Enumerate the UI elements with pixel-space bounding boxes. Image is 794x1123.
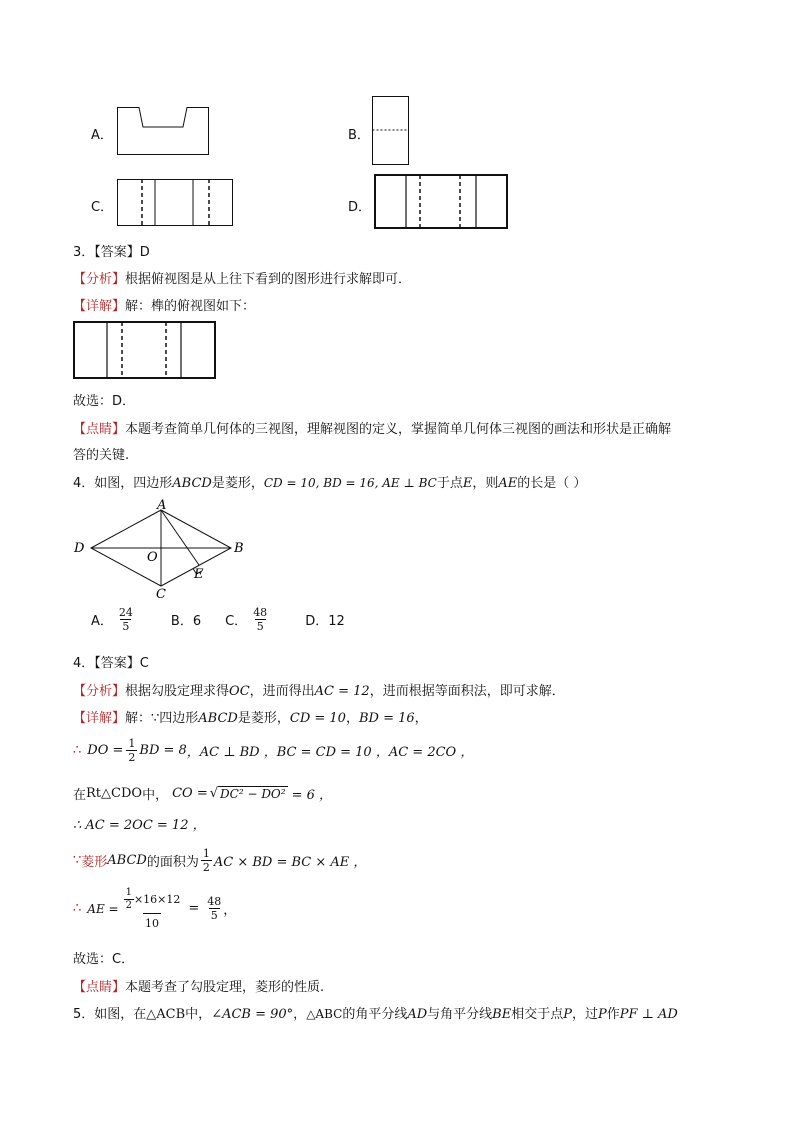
q5-b: 中，: [185, 1007, 212, 1022]
q5-f: 相交于点: [511, 1007, 564, 1022]
q3-answer: 3．【答案】D: [73, 245, 150, 260]
q4-line-do: [73, 738, 473, 763]
q5-triangle: △ACB: [146, 1007, 186, 1022]
analysis-ac: AC = 12: [314, 684, 370, 699]
q5-angle: ∠ACB = 90°: [211, 1007, 294, 1022]
q4-mid: 是菱形，: [211, 476, 264, 491]
option-a: A．: [91, 614, 113, 629]
q4-point-e: E: [462, 476, 473, 491]
q5-p2: P: [597, 1007, 607, 1022]
sqrt-radicand: DC² − DO²: [220, 787, 286, 801]
area-half-den: 2: [202, 861, 210, 874]
q5-g: ，过: [571, 1007, 598, 1022]
q4-detail: [73, 707, 428, 726]
area-abcd: ABCD: [107, 853, 147, 868]
ae-equals: =: [188, 901, 200, 916]
q4-end: 的长是（ ）: [517, 476, 587, 491]
q5-p: P: [563, 1007, 572, 1022]
q5-be: BE: [492, 1007, 512, 1022]
detail-cd: CD = 10: [289, 711, 346, 726]
ae-big-numerator: [122, 888, 183, 913]
therefore-symbol: ∴: [73, 743, 82, 758]
q5-pf: PF ⊥ AD: [619, 1007, 678, 1022]
comment-text: 本题考查简单几何体的三视图，理解视图的定义，掌握简单几何体三视图的画法和形状是正确解: [125, 422, 672, 437]
q4-choice: 故选：C．: [73, 952, 135, 967]
q5-ad: AD: [407, 1007, 428, 1022]
option-c-figure: [117, 179, 233, 226]
half-fraction: [126, 738, 137, 763]
line2-a: 在: [73, 788, 87, 803]
analysis-b: ，进而得出: [249, 684, 315, 699]
q4-line-ae: [73, 888, 236, 929]
q4-line-area: [73, 848, 366, 873]
half-num: 1: [128, 737, 136, 750]
option-a-num: 24: [118, 606, 133, 619]
detail-tag: 【详解】: [73, 711, 126, 726]
ae-inner-fraction: [124, 888, 134, 911]
comment-tag: 【点睛】: [73, 980, 126, 995]
option-b: B．6: [170, 614, 202, 629]
q5-stem: [73, 1003, 678, 1022]
ae-big-den: 10: [143, 913, 161, 929]
area-text: 的面积为: [146, 855, 199, 870]
q4-mid3: ，则: [472, 476, 499, 491]
q5-e: 与角平分线: [427, 1007, 493, 1022]
q5-triangle2: △ABC: [306, 1007, 343, 1021]
q4-ae: AE: [498, 476, 518, 491]
detail-end: ，: [414, 711, 428, 726]
label-o: O: [147, 550, 158, 565]
detail-text: 解：榫的俯视图如下：: [125, 299, 256, 314]
option-c-label: C．: [91, 200, 114, 215]
ae-inner-den: 2: [125, 900, 132, 911]
option-d-figure: [374, 174, 508, 229]
option-c-fraction: [251, 607, 269, 632]
option-c-num: 48: [253, 606, 268, 619]
option-a-den: 5: [122, 620, 130, 633]
q4-prefix: 4．如图，四边形: [73, 476, 173, 491]
detail-a: 解：∵四边形: [125, 711, 199, 726]
q4-rhombus-figure: [70, 500, 250, 600]
analysis-tag: 【分析】: [73, 684, 126, 699]
q4-stem: [73, 472, 586, 491]
q5-h: 作: [606, 1007, 620, 1022]
ac-eq: ∴ AC = 2OC = 12 ，: [73, 818, 206, 833]
label-a: A: [157, 498, 167, 513]
q5-d: 的角平分线: [342, 1007, 408, 1022]
area-red-word: 菱形: [81, 855, 108, 870]
line1-rest: ，AC ⊥ BD ，BC = CD = 10 ，AC = 2CO ，: [186, 745, 474, 760]
q3-analysis: [73, 268, 411, 287]
option-d-label: D．: [348, 200, 372, 215]
detail-bd: BD = 16: [358, 711, 415, 726]
analysis-oc: OC: [229, 684, 250, 699]
q4-mid2: 于点: [436, 476, 463, 491]
ae-big-fraction: [122, 888, 183, 929]
analysis-tag: 【分析】: [73, 272, 126, 287]
option-b-label: B．: [348, 128, 370, 143]
label-c: C: [156, 587, 166, 602]
therefore-symbol-2: ∴: [73, 901, 82, 916]
area-half-fraction: [201, 848, 212, 873]
ae-inner-num: 1: [125, 887, 132, 898]
option-d: D．12: [305, 614, 345, 629]
q5-prefix: 5．如图，在: [73, 1007, 147, 1022]
because-symbol: ∵: [73, 853, 82, 868]
ae-eq: AE =: [87, 901, 119, 916]
option-c-den: 5: [256, 620, 264, 633]
comment-text: 本题考查了勾股定理，菱形的性质.: [125, 980, 325, 995]
comment-tag: 【点睛】: [73, 422, 126, 437]
q3-comment: [73, 418, 671, 437]
q5-c: ，: [293, 1007, 307, 1022]
analysis-c: ，进而根据等面积法，即可求解．: [369, 684, 565, 699]
analysis-a: 根据勾股定理求得: [125, 684, 230, 699]
option-b-figure: [372, 96, 409, 165]
analysis-text: 根据俯视图是从上往下看到的图形进行求解即可．: [125, 272, 412, 287]
option-c: C．: [225, 614, 248, 629]
sqrt-sign-icon: √: [209, 786, 219, 801]
ae-top-rest: ×16×12: [133, 893, 181, 906]
q4-analysis: [73, 680, 565, 699]
q4-answer: 4．【答案】C: [73, 656, 149, 671]
q4-conditions: CD = 10, BD = 16, AE ⊥ BC: [263, 476, 437, 490]
co-value: = 6 ，: [291, 788, 333, 803]
q3-solution-figure: [73, 321, 216, 379]
q4-options: [91, 607, 345, 632]
label-b: B: [234, 541, 244, 556]
ae-end: ，: [223, 903, 237, 918]
ae-result-num: 48: [207, 895, 222, 908]
line2-b: 中，: [142, 788, 169, 803]
bd-eq: BD = 8: [139, 743, 187, 758]
q4-line-ac: [73, 814, 206, 833]
q4-comment: [73, 976, 324, 995]
q3-detail: [73, 295, 255, 314]
option-a-figure: [117, 107, 209, 155]
ae-result-den: 5: [210, 909, 218, 922]
detail-sep: ，: [345, 711, 359, 726]
detail-b: 是菱形，: [237, 711, 290, 726]
detail-tag: 【详解】: [73, 299, 126, 314]
q3-comment-line2: 答的关键.: [73, 448, 130, 463]
q3-choice: 故选：D．: [73, 394, 136, 409]
label-d: D: [74, 541, 85, 556]
option-a-label: A．: [91, 128, 113, 143]
ae-result-fraction: [205, 896, 223, 921]
q4-abcd: ABCD: [172, 476, 212, 491]
do-eq: DO =: [87, 743, 124, 758]
area-expr: AC × BD = BC × AE ，: [213, 855, 367, 870]
q4-line-co: [73, 784, 332, 803]
line2-triangle: Rt△CDO: [86, 786, 143, 801]
half-den: 2: [128, 751, 136, 764]
detail-abcd: ABCD: [198, 711, 238, 726]
co-eq: CO =: [172, 786, 208, 801]
area-half-num: 1: [202, 847, 210, 860]
label-e: E: [194, 567, 204, 582]
option-a-fraction: [117, 607, 135, 632]
